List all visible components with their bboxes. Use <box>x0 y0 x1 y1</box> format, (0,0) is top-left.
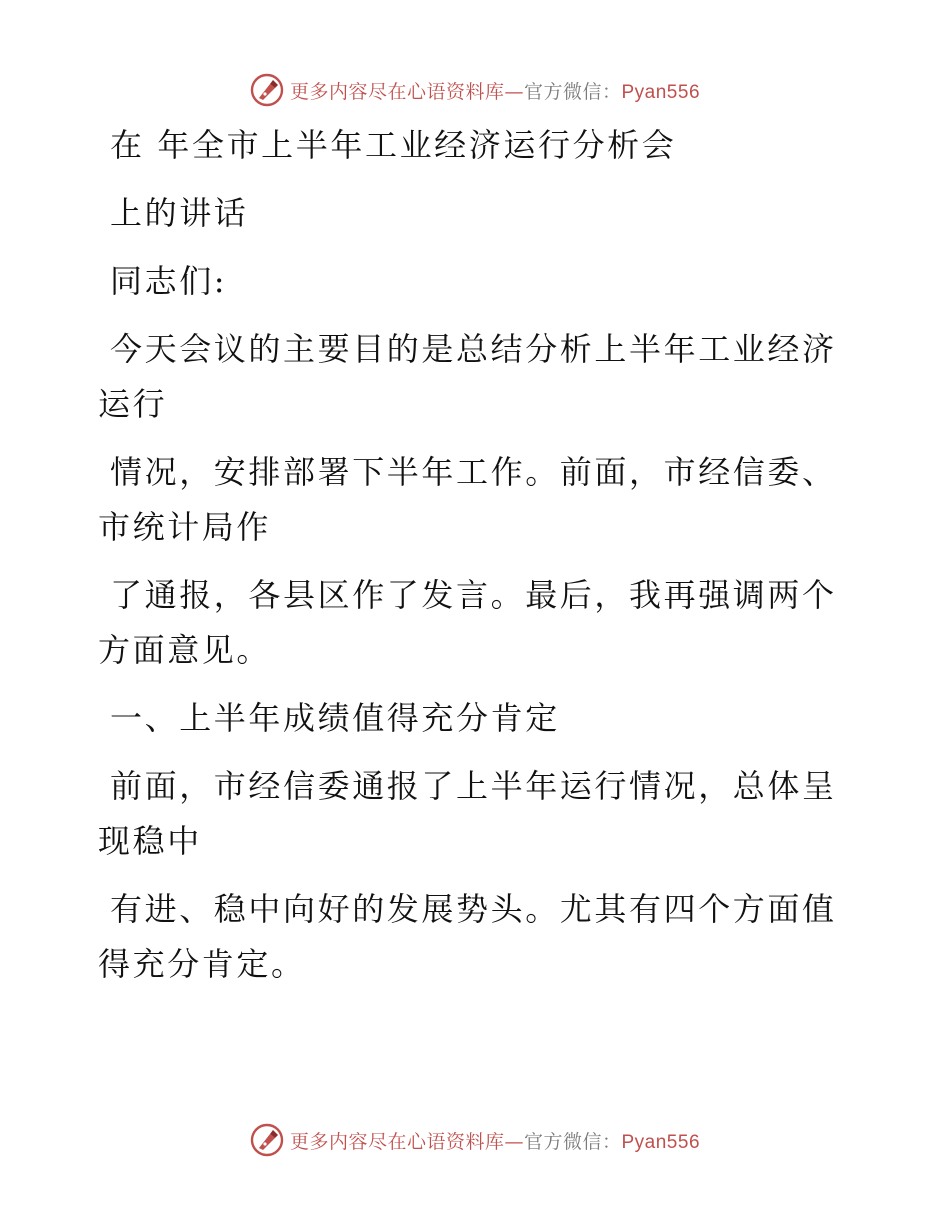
watermark-text <box>290 1127 700 1154</box>
salutation: 同志们: <box>110 262 228 300</box>
watermark-group <box>250 1123 700 1157</box>
document-body <box>98 118 858 992</box>
watermark-site-name: 更多内容尽在心语资料库 <box>289 80 505 103</box>
watermark-text <box>290 77 700 104</box>
watermark-wechat-id: Pyan556 <box>621 81 701 103</box>
paragraph-1-line-1: 今天会议的主要目的是总结分析上半年工业经济 <box>110 330 837 368</box>
section-heading-1: 一、上半年成绩值得充分肯定 <box>110 699 560 737</box>
paragraph-2-line-1: 情况，安排部署下半年工作。前面，市经信委、 <box>110 453 837 491</box>
paragraph-4-line-2: 现稳中 <box>98 822 202 860</box>
paragraph-5-line-2: 得充分肯定。 <box>98 945 306 983</box>
pen-nib-circle-icon <box>250 1123 284 1157</box>
watermark-dash: — <box>504 1130 524 1153</box>
title-line-1: 在 年全市上半年工业经济运行分析会 <box>110 126 677 164</box>
footer-watermark <box>0 1122 950 1158</box>
title-line-2: 上的讲话 <box>110 194 249 232</box>
watermark-site-name: 更多内容尽在心语资料库 <box>289 1130 505 1153</box>
paragraph-5-line-1: 有进、稳中向好的发展势头。尤其有四个方面值 <box>110 890 837 928</box>
paragraph-3-line-2: 方面意见。 <box>98 631 272 669</box>
paragraph-3-line-1: 了通报，各县区作了发言。最后，我再强调两个 <box>110 576 837 614</box>
header-watermark <box>0 72 950 108</box>
paragraph-4-line-1: 前面，市经信委通报了上半年运行情况，总体呈 <box>110 767 837 805</box>
paragraph-2-line-2: 市统计局作 <box>98 508 272 546</box>
watermark-wechat-id: Pyan556 <box>621 1131 701 1153</box>
watermark-group <box>250 73 700 107</box>
watermark-wechat-label: 官方微信： <box>523 1130 622 1153</box>
pen-nib-circle-icon <box>250 73 284 107</box>
watermark-wechat-label: 官方微信： <box>523 80 622 103</box>
paragraph-1-line-2: 运行 <box>98 385 168 423</box>
watermark-dash: — <box>504 80 524 103</box>
